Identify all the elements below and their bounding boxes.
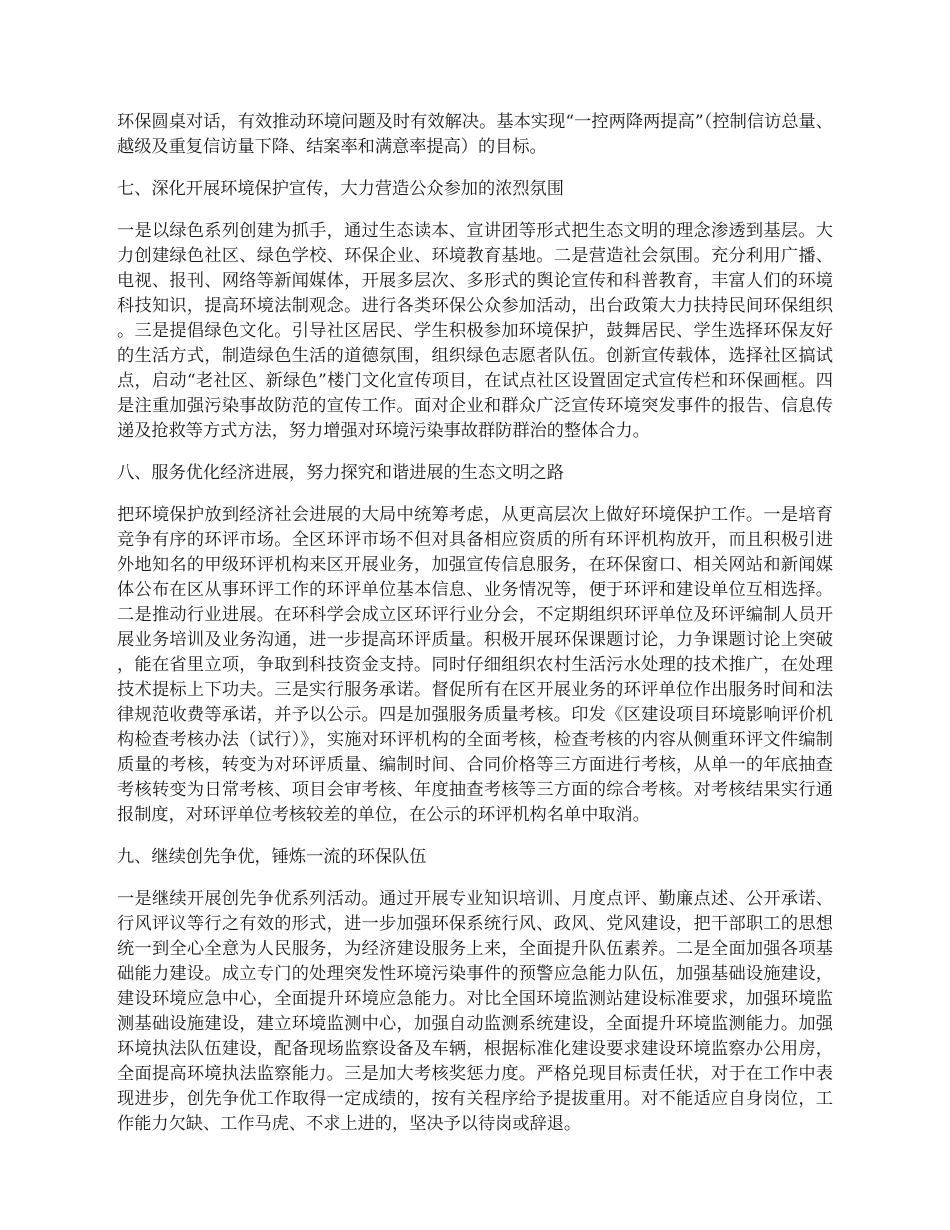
intro-paragraph: 环保圆桌对话，有效推动环境问题及时有效解决。基本实现“一控两降两提高”（控制信访总量、越级及重复信访量下降、结案率和满意率提高）的目标。 xyxy=(117,112,833,157)
section-9-body: 一是继续开展创先争优系列活动。通过开展专业知识培训、月度点评、勤廉点述、公开承诺、行风评议等行之有效的形式，进一步加强环保系统行风、政风、党风建设，把干部职工的思想统一到全心全意为人民服务，为经济建设服务上来，全面提升队伍素养。二是全面加强各项基础能力建设。成立专门的处理突发性环境污染事件的预警应急能力队伍，加强基础设施建设，建设环境应急中心，全面提升环境应急能力。对比全国环境监测站建设标准要求，加强环境监测基础设施建设，建立环境监测中心，加强自动监测系统建设，全面提升环境监测能力。加强环境执法队伍建设，配备现场监察设备及车辆，根据标准化建设要求建设环境监察办公用房，全面提高环境执法监察能力。三是加大考核奖惩力度。严格兑现目标责任状，对于在工作中表现进步，创先争优工作取得一定成绩的，按有关程序给予提拔重用。对不能适应自身岗位，工作能力欠缺、工作马虎、不求上进的，坚决予以待岗或辞退。 xyxy=(117,889,833,1134)
section-8-heading: 八、服务优化经济进展，努力探究和谐进展的生态文明之路 xyxy=(117,463,564,483)
document-page xyxy=(117,110,833,1154)
section-7-body: 一是以绿色系列创建为抓手，通过生态读本、宣讲团等形式把生态文明的理念渗透到基层。大力创建绿色社区、绿色学校、环保企业、环境教育基地。二是营造社会氛围。充分利用广播、电视、报刊、网络等新闻媒体，开展多层次、多形式的舆论宣传和科普教育，丰富人们的环境科技知识，提高环境法制观念。进行各类环保公众参加活动，出台政策大力扶持民间环保组织。三是提倡绿色文化。引导社区居民、学生积极参加环境保护，鼓舞居民、学生选择环保友好的生活方式，制造绿色生活的道德氛围，组织绿色志愿者队伍。创新宣传载体，选择社区搞试点，启动“老社区、新绿色”楼门文化宣传项目，在试点社区设置固定式宣传栏和环保画框。四是注重加强污染事故防范的宣传工作。面对企业和群众广泛宣传环境突发事件的报告、信息传递及抢救等方式方法，努力增强对环境污染事故群防群治的整体合力。 xyxy=(117,221,833,441)
section-9-heading: 九、继续创先争优，锤炼一流的环保队伍 xyxy=(117,847,427,867)
section-7-heading: 七、深化开展环境保护宣传，大力营造公众参加的浓烈氛围 xyxy=(117,179,564,199)
section-8-body: 把环境保护放到经济社会进展的大局中统筹考虑，从更高层次上做好环境保护工作。一是培育竞争有序的环评市场。全区环评市场不但对具备相应资质的所有环评机构放开，而且积极引进外地知名的甲级环评机构来区开展业务，加强宣传信息服务，在环保窗口、相关网站和新闻媒体公布在区从事环评工作的环评单位基本信息、业务情况等，便于环评和建设单位互相选择。二是推动行业进展。在环科学会成立区环评行业分会，不定期组织环评单位及环评编制人员开展业务培训及业务沟通，进一步提高环评质量。积极开展环保课题讨论，力争课题讨论上突破，能在省里立项，争取到科技资金支持。同时仔细组织农村生活污水处理的技术推广，在处理技术提标上下功夫。三是实行服务承诺。督促所有在区开展业务的环评单位作出服务时间和法律规范收费等承诺，并予以公示。四是加强服务质量考核。印发《区建设项目环境影响评价机构检查考核办法（试行）》，实施对环评机构的全面考核，检查考核的内容从侧重环评文件编制质量的考核，转变为对环评质量、编制时间、合同价格等三方面进行考核，从单一的年底抽查考核转变为日常考核、项目会审考核、年度抽查考核等三方面的综合考核。对考核结果实行通报制度，对环评单位考核较差的单位，在公示的环评机构名单中取消。 xyxy=(117,505,833,825)
